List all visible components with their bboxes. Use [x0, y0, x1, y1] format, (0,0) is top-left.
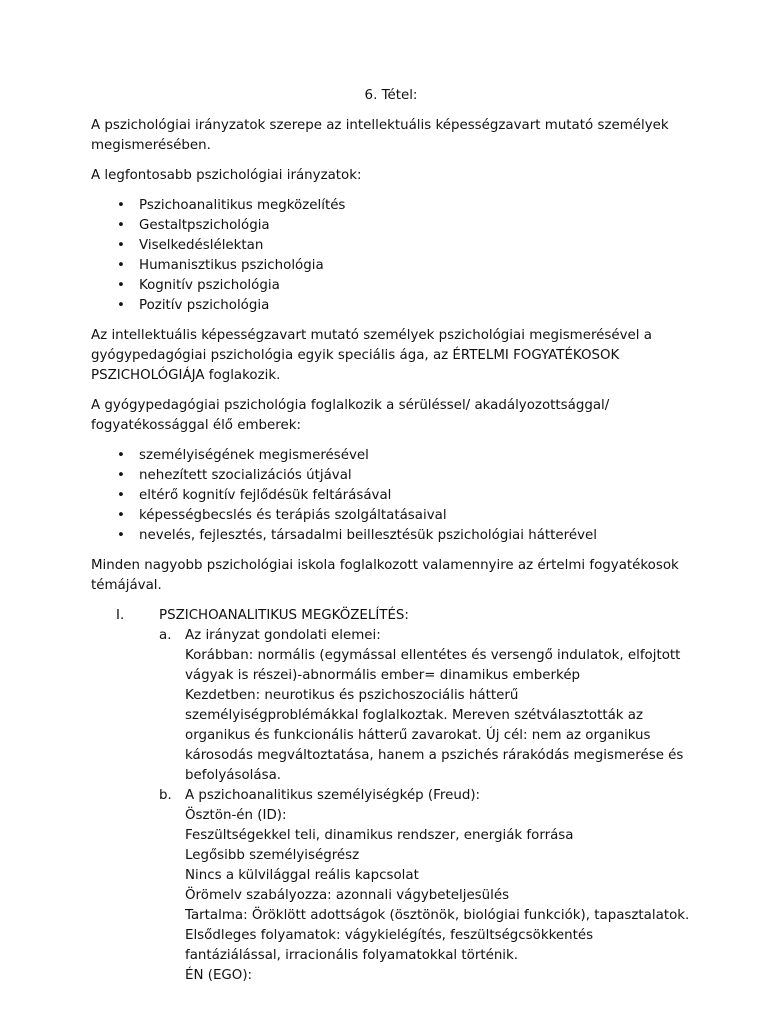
list-item: • Gestaltpszichológia — [91, 216, 691, 236]
bullet-icon: • — [117, 198, 125, 213]
topics-list — [91, 446, 691, 546]
document-body — [91, 86, 691, 986]
paragraph-lead-2: A gyógypedagógiai pszichológia foglalkozik a sérüléssel/ akadályozottsággal/ fogyatékossággal élő emberek: — [91, 398, 610, 433]
list-item: • nehezített szocializációs útjával — [91, 466, 691, 486]
bullet-icon: • — [117, 238, 125, 253]
document-title: 6. Tétel: — [364, 88, 418, 103]
approaches-list — [91, 196, 691, 316]
subsection-line: Kezdetben: neurotikus és pszichoszociális hátterű személyiségproblémákkal foglalkoztak. Mereven szétválasztották az organikus és funkcionális hátterű zavarokat. Új cél: nem az organikus károsodás megváltoztatása, hanem a pszichés rárakódás megismerése és befolyásolása. — [185, 688, 684, 783]
subsection-line: Elsődleges folyamatok: vágykielégítés, feszültségcsökkentés fantáziálással, irracionális folyamatokkal történik. — [185, 928, 594, 963]
list-item: • eltérő kognitív fejlődésük feltárásával — [91, 486, 691, 506]
paragraph-special-branch: Az intellektuális képességzavart mutató személyek pszichológiai megismerésével a gyógypedagógiai pszichológia egyik speciális ága, az ÉRTELMI FOGYATÉKOSOK PSZICHOLÓGIÁJA foglakozik. — [91, 328, 652, 383]
list-item: • Humanisztikus pszichológia — [91, 256, 691, 276]
subsection-line: Nincs a külvilággal reális kapcsolat — [185, 868, 419, 883]
bullet-icon: • — [117, 218, 125, 233]
subsection-line: Tartalma: Öröklött adottságok (ösztönök, biológiai funkciók), tapasztalatok. — [185, 908, 690, 923]
bullet-icon: • — [117, 448, 125, 463]
intro-paragraph: A pszichológiai irányzatok szerepe az intellektuális képességzavart mutató személyek megismerésében. — [91, 118, 669, 153]
subsection-line: Ösztön-én (ID): — [185, 808, 287, 823]
subsection-letter: b. — [159, 788, 172, 803]
subsection-b — [91, 786, 691, 986]
bullet-icon: • — [117, 298, 125, 313]
paragraph-schools: Minden nagyobb pszichológiai iskola foglalkozott valamennyire az értelmi fogyatékosok témájával. — [91, 558, 679, 593]
list-item: • Kognitív pszichológia — [91, 276, 691, 296]
bullet-icon: • — [117, 278, 125, 293]
subsection-line: Korábban: normális (egymással ellentétes és versengő indulatok, elfojtott vágyak is részei)-abnormális ember= dinamikus emberkép — [185, 648, 681, 683]
bullet-icon: • — [117, 508, 125, 523]
list-item: • Pozitív pszichológia — [91, 296, 691, 316]
section-heading — [91, 606, 691, 626]
subsection-line: Legősibb személyiségrész — [185, 848, 360, 863]
subsection-letter: a. — [159, 628, 172, 643]
bullet-icon: • — [117, 258, 125, 273]
section-title: PSZICHOANALITIKUS MEGKÖZELÍTÉS: — [159, 608, 409, 623]
list-item: • Viselkedéslélektan — [91, 236, 691, 256]
subsection-line: A pszichoanalitikus személyiségkép (Freud): — [185, 788, 481, 803]
list-item: • Pszichoanalitikus megközelítés — [91, 196, 691, 216]
section-number: I. — [116, 608, 125, 623]
bullet-icon: • — [117, 488, 125, 503]
intro-lead: A legfontosabb pszichológiai irányzatok: — [91, 168, 362, 183]
list-item: • nevelés, fejlesztés, társadalmi beillesztésük pszichológiai hátterével — [91, 526, 691, 546]
subsection-a — [91, 626, 691, 786]
bullet-icon: • — [117, 468, 125, 483]
subsection-line: Örömelv szabályozza: azonnali vágybeteljesülés — [185, 888, 510, 903]
subsection-line: Feszültségekkel teli, dinamikus rendszer, energiák forrása — [185, 828, 574, 843]
list-item: • képességbecslés és terápiás szolgáltatásaival — [91, 506, 691, 526]
subsection-line: Az irányzat gondolati elemei: — [185, 628, 381, 643]
bullet-icon: • — [117, 528, 125, 543]
subsection-line: ÉN (EGO): — [185, 968, 253, 983]
list-item: • személyiségének megismerésével — [91, 446, 691, 466]
